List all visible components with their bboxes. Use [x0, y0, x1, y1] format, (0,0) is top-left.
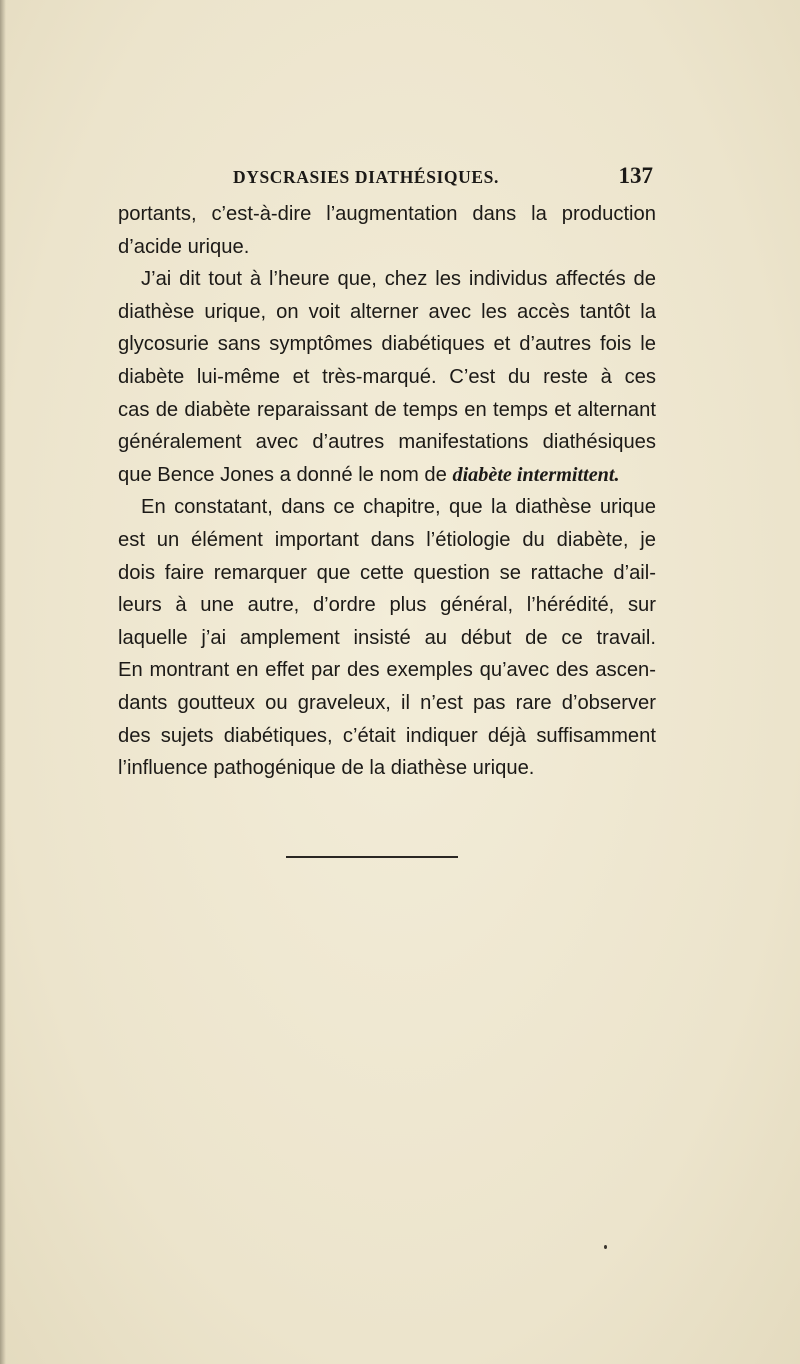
ink-speck: [604, 1245, 607, 1249]
page-number: 137: [618, 163, 653, 188]
text-line: d’acide urique.: [118, 235, 250, 258]
text-line: est un élément important dans l’étiologie du diabète, je: [118, 528, 656, 551]
text-line: diabète lui-même et très-marqué. C’est du reste à ces: [118, 365, 656, 388]
text-line: cas de diabète reparaissant de temps en temps et alternant: [118, 398, 656, 421]
text-line: En montrant en effet par des exemples qu’avec des ascen-: [118, 659, 656, 682]
text-line: glycosurie sans symptômes diabétiques et d’autres fois le: [118, 333, 656, 356]
text-line: laquelle j’ai amplement insisté au début de ce travail.: [118, 626, 656, 649]
text-line: [118, 459, 656, 492]
text-line: portants, c’est-à-dire l’augmentation dans la production: [118, 203, 656, 225]
italic-term: diabète intermittent.: [452, 463, 620, 486]
text-line: des sujets diabétiques, c’était indiquer déjà suffisamment: [118, 724, 656, 747]
paragraph-start-line: En constatant, dans ce chapitre, que la diathèse urique: [141, 496, 656, 519]
text-line: dois faire remarquer que cette question se rattache d’ail-: [118, 561, 656, 584]
text-line: diathèse urique, on voit alterner avec les accès tantôt la: [118, 300, 656, 323]
running-head: [233, 163, 653, 193]
text-line: généralement avec d’autres manifestations diathésiques: [118, 431, 656, 454]
body-text: [118, 198, 656, 785]
text-segment: que Bence Jones a donné le nom de: [118, 463, 453, 486]
end-rule: [286, 856, 458, 858]
text-line: leurs à une autre, d’ordre plus général, l’hérédité, sur: [118, 594, 656, 617]
page-edge-shadow: [0, 0, 6, 1364]
paragraph-start-line: J’ai dit tout à l’heure que, chez les individus affectés de: [141, 268, 656, 291]
text-line: dants goutteux ou graveleux, il n’est pas rare d’observer: [118, 691, 656, 714]
running-head-title: DYSCRASIES DIATHÉSIQUES.: [233, 167, 499, 187]
text-line: l’influence pathogénique de la diathèse urique.: [118, 757, 535, 780]
